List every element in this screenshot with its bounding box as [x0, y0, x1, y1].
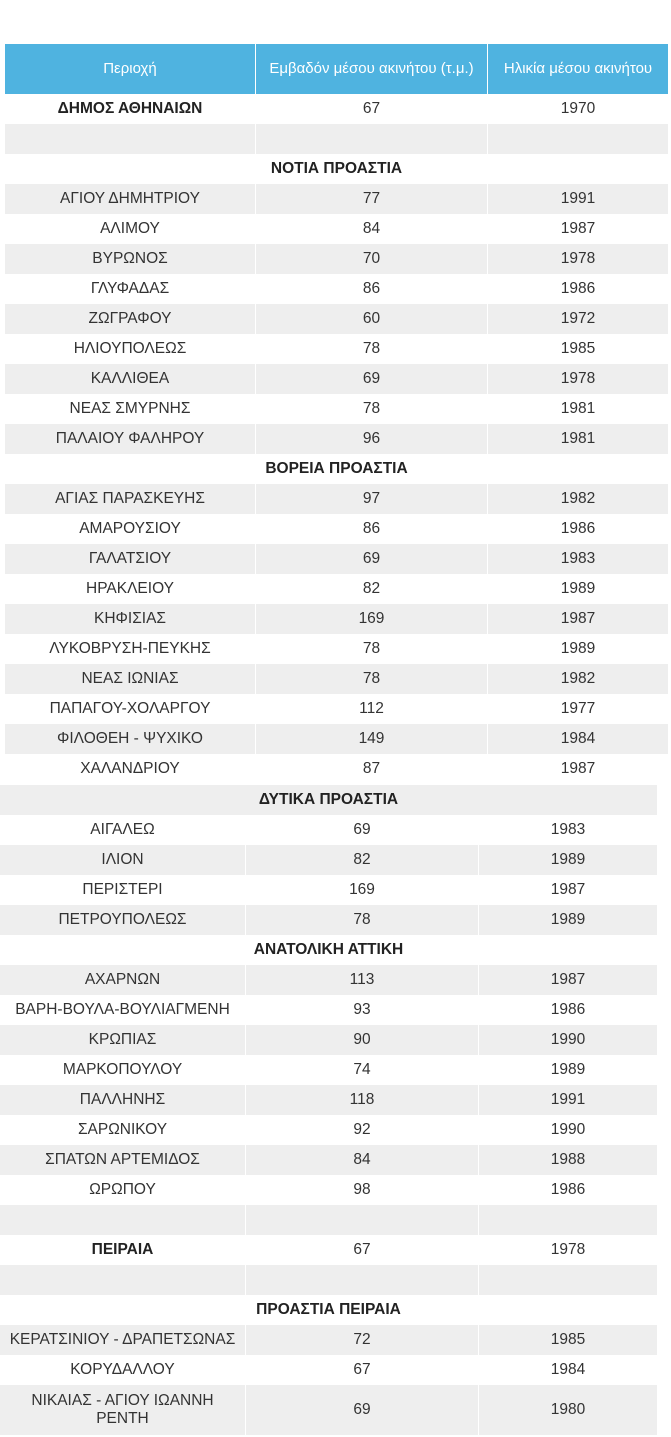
cell-year: 1989	[478, 845, 657, 875]
cell-area: 67	[245, 1355, 478, 1385]
cell-name: ΑΙΓΑΛΕΩ	[0, 815, 245, 845]
cell-area: 82	[255, 574, 487, 604]
table-row	[5, 604, 668, 634]
spacer-row	[0, 1205, 657, 1235]
cell-year: 1983	[478, 815, 657, 845]
spacer-row	[0, 1265, 657, 1295]
table-row-piraeus-total	[0, 1235, 657, 1265]
cell-year: 1984	[487, 724, 668, 754]
cell-name: ΒΥΡΩΝΟΣ	[5, 244, 255, 274]
table-row	[5, 574, 668, 604]
cell-year: 1970	[487, 94, 668, 124]
cell-name: ΛΥΚΟΒΡΥΣΗ-ΠΕΥΚΗΣ	[5, 634, 255, 664]
table-row	[5, 754, 668, 784]
table-row	[5, 544, 668, 574]
cell-year: 1990	[478, 1025, 657, 1055]
cell-area: 86	[255, 274, 487, 304]
section-header-dytika	[0, 785, 657, 815]
cell-year: 1985	[487, 334, 668, 364]
cell-name: ΑΜΑΡΟΥΣΙΟΥ	[5, 514, 255, 544]
cell-area: 82	[245, 845, 478, 875]
cell-year: 1984	[478, 1355, 657, 1385]
cell-name: ΚΑΛΛΙΘΕΑ	[5, 364, 255, 394]
cell-area: 78	[255, 664, 487, 694]
cell-name: ΚΕΡΑΤΣΙΝΙΟΥ - ΔΡΑΠΕΤΣΩΝΑΣ	[0, 1325, 245, 1355]
cell-year: 1986	[478, 995, 657, 1025]
cell-area: 169	[245, 875, 478, 905]
cell-name: ΜΑΡΚΟΠΟΥΛΟΥ	[0, 1055, 245, 1085]
cell-year: 1987	[478, 875, 657, 905]
cell-area: 67	[255, 94, 487, 124]
cell-name: ΣΑΡΩΝΙΚΟΥ	[0, 1115, 245, 1145]
cell-name: ΗΡΑΚΛΕΙΟΥ	[5, 574, 255, 604]
cell-name: ΧΑΛΑΝΔΡΙΟΥ	[5, 754, 255, 784]
cell-name: ΚΡΩΠΙΑΣ	[0, 1025, 245, 1055]
cell-name: ΝΙΚΑΙΑΣ - ΑΓΙΟΥ ΙΩΑΝΝΗ ΡΕΝΤΗ	[0, 1385, 245, 1435]
cell-name: ΖΩΓΡΑΦΟΥ	[5, 304, 255, 334]
cell-area: 78	[255, 334, 487, 364]
table-row	[0, 1025, 657, 1055]
table-row	[5, 214, 668, 244]
cell-area: 69	[255, 364, 487, 394]
cell-year: 1985	[478, 1325, 657, 1355]
table-row	[0, 1385, 657, 1435]
cell-name: ΩΡΩΠΟΥ	[0, 1175, 245, 1205]
table-row	[0, 965, 657, 995]
cell-area: 78	[245, 905, 478, 935]
cell-year: 1982	[487, 664, 668, 694]
property-table-top	[5, 44, 668, 784]
cell-year: 1989	[478, 905, 657, 935]
cell-area: 69	[255, 544, 487, 574]
cell-year: 1972	[487, 304, 668, 334]
table-row	[5, 694, 668, 724]
table-row	[5, 514, 668, 544]
table-row	[5, 304, 668, 334]
cell-name: ΠΕΤΡΟΥΠΟΛΕΩΣ	[0, 905, 245, 935]
cell-year: 1989	[478, 1055, 657, 1085]
table-row	[5, 334, 668, 364]
cell-year: 1978	[487, 364, 668, 394]
table-row	[5, 394, 668, 424]
cell-year: 1986	[487, 274, 668, 304]
table-row	[5, 484, 668, 514]
cell-area: 118	[245, 1085, 478, 1115]
table-row	[5, 634, 668, 664]
cell-area: 92	[245, 1115, 478, 1145]
cell-name: ΗΛΙΟΥΠΟΛΕΩΣ	[5, 334, 255, 364]
cell-name: ΠΕΡΙΣΤΕΡΙ	[0, 875, 245, 905]
table-row	[5, 274, 668, 304]
cell-area: 90	[245, 1025, 478, 1055]
cell-area: 84	[255, 214, 487, 244]
cell-area: 93	[245, 995, 478, 1025]
cell-year: 1981	[487, 424, 668, 454]
cell-area: 113	[245, 965, 478, 995]
cell-year: 1981	[487, 394, 668, 424]
section-header-notia	[5, 154, 668, 184]
cell-name: ΑΓΙΟΥ ΔΗΜΗΤΡΙΟΥ	[5, 184, 255, 214]
cell-area: 69	[245, 815, 478, 845]
section-header-voreia	[5, 454, 668, 484]
cell-year: 1977	[487, 694, 668, 724]
cell-area: 84	[245, 1145, 478, 1175]
cell-area: 67	[245, 1235, 478, 1265]
table-row	[0, 1055, 657, 1085]
table-row	[5, 364, 668, 394]
cell-year: 1986	[487, 514, 668, 544]
cell-year: 1991	[487, 184, 668, 214]
cell-name: ΒΑΡΗ-ΒΟΥΛΑ-ΒΟΥΛΙΑΓΜΕΝΗ	[0, 995, 245, 1025]
cell-year: 1987	[487, 604, 668, 634]
table-row	[0, 1355, 657, 1385]
cell-area: 169	[255, 604, 487, 634]
property-table-bottom	[0, 785, 657, 1435]
cell-name: ΚΟΡΥΔΑΛΛΟΥ	[0, 1355, 245, 1385]
table-row	[0, 845, 657, 875]
cell-area: 87	[255, 754, 487, 784]
cell-year: 1982	[487, 484, 668, 514]
col-header-area-name: Περιοχή	[5, 44, 255, 94]
section-header-anatoliki	[0, 935, 657, 965]
table-row	[0, 1175, 657, 1205]
cell-name: ΔΗΜΟΣ ΑΘΗΝΑΙΩΝ	[5, 94, 255, 124]
cell-name: ΣΠΑΤΩΝ ΑΡΤΕΜΙΔΟΣ	[0, 1145, 245, 1175]
cell-year: 1980	[478, 1385, 657, 1435]
cell-year: 1987	[487, 754, 668, 784]
cell-area: 149	[255, 724, 487, 754]
cell-area: 98	[245, 1175, 478, 1205]
cell-name: ΓΑΛΑΤΣΙΟΥ	[5, 544, 255, 574]
cell-area: 86	[255, 514, 487, 544]
cell-name: ΦΙΛΟΘΕΗ - ΨΥΧΙΚΟ	[5, 724, 255, 754]
cell-name: ΑΓΙΑΣ ΠΑΡΑΣΚΕΥΗΣ	[5, 484, 255, 514]
col-header-avg-size: Εμβαδόν μέσου ακινήτου (τ.μ.)	[255, 44, 487, 94]
cell-year: 1989	[487, 634, 668, 664]
cell-area: 112	[255, 694, 487, 724]
section-title: ΑΝΑΤΟΛΙΚΗ ΑΤΤΙΚΗ	[0, 935, 657, 965]
table-row	[0, 995, 657, 1025]
cell-year: 1983	[487, 544, 668, 574]
cell-area: 70	[255, 244, 487, 274]
cell-name: ΠΑΠΑΓΟΥ-ΧΟΛΑΡΓΟΥ	[5, 694, 255, 724]
table-header-row	[5, 44, 668, 94]
cell-area: 78	[255, 634, 487, 664]
cell-year: 1978	[478, 1235, 657, 1265]
table-row	[0, 905, 657, 935]
cell-area: 96	[255, 424, 487, 454]
cell-year: 1986	[478, 1175, 657, 1205]
cell-name: ΠΕΙΡΑΙΑ	[0, 1235, 245, 1265]
cell-name: ΠΑΛΑΙΟΥ ΦΑΛΗΡΟΥ	[5, 424, 255, 454]
cell-year: 1991	[478, 1085, 657, 1115]
table-row	[5, 244, 668, 274]
cell-year: 1987	[487, 214, 668, 244]
table-row	[5, 664, 668, 694]
cell-year: 1978	[487, 244, 668, 274]
cell-name: ΝΕΑΣ ΣΜΥΡΝΗΣ	[5, 394, 255, 424]
cell-name: ΑΛΙΜΟΥ	[5, 214, 255, 244]
col-header-avg-age: Ηλικία μέσου ακινήτου	[487, 44, 668, 94]
table-row	[5, 424, 668, 454]
table-row	[0, 1085, 657, 1115]
cell-area: 97	[255, 484, 487, 514]
table-row	[0, 1145, 657, 1175]
cell-area: 72	[245, 1325, 478, 1355]
cell-area: 78	[255, 394, 487, 424]
table-row	[0, 875, 657, 905]
cell-year: 1988	[478, 1145, 657, 1175]
cell-year: 1987	[478, 965, 657, 995]
table-row	[5, 184, 668, 214]
cell-name: ΠΑΛΛΗΝΗΣ	[0, 1085, 245, 1115]
cell-area: 77	[255, 184, 487, 214]
cell-name: ΝΕΑΣ ΙΩΝΙΑΣ	[5, 664, 255, 694]
table-row	[0, 1325, 657, 1355]
cell-year: 1990	[478, 1115, 657, 1145]
spacer-row	[5, 124, 668, 154]
table-row-athens-total	[5, 94, 668, 124]
cell-area: 74	[245, 1055, 478, 1085]
table-row	[0, 815, 657, 845]
section-title: ΔΥΤΙΚΑ ΠΡΟΑΣΤΙΑ	[0, 785, 657, 815]
section-title: ΠΡΟΑΣΤΙΑ ΠΕΙΡΑΙΑ	[0, 1295, 657, 1325]
section-title: ΒΟΡΕΙΑ ΠΡΟΑΣΤΙΑ	[5, 454, 668, 484]
cell-name: ΚΗΦΙΣΙΑΣ	[5, 604, 255, 634]
section-header-piraeus-suburbs	[0, 1295, 657, 1325]
table-row	[5, 724, 668, 754]
section-title: ΝΟΤΙΑ ΠΡΟΑΣΤΙΑ	[5, 154, 668, 184]
cell-name: ΓΛΥΦΑΔΑΣ	[5, 274, 255, 304]
cell-name: ΙΛΙΟΝ	[0, 845, 245, 875]
cell-year: 1989	[487, 574, 668, 604]
table-row	[0, 1115, 657, 1145]
cell-area: 69	[245, 1385, 478, 1435]
cell-area: 60	[255, 304, 487, 334]
cell-name: ΑΧΑΡΝΩΝ	[0, 965, 245, 995]
